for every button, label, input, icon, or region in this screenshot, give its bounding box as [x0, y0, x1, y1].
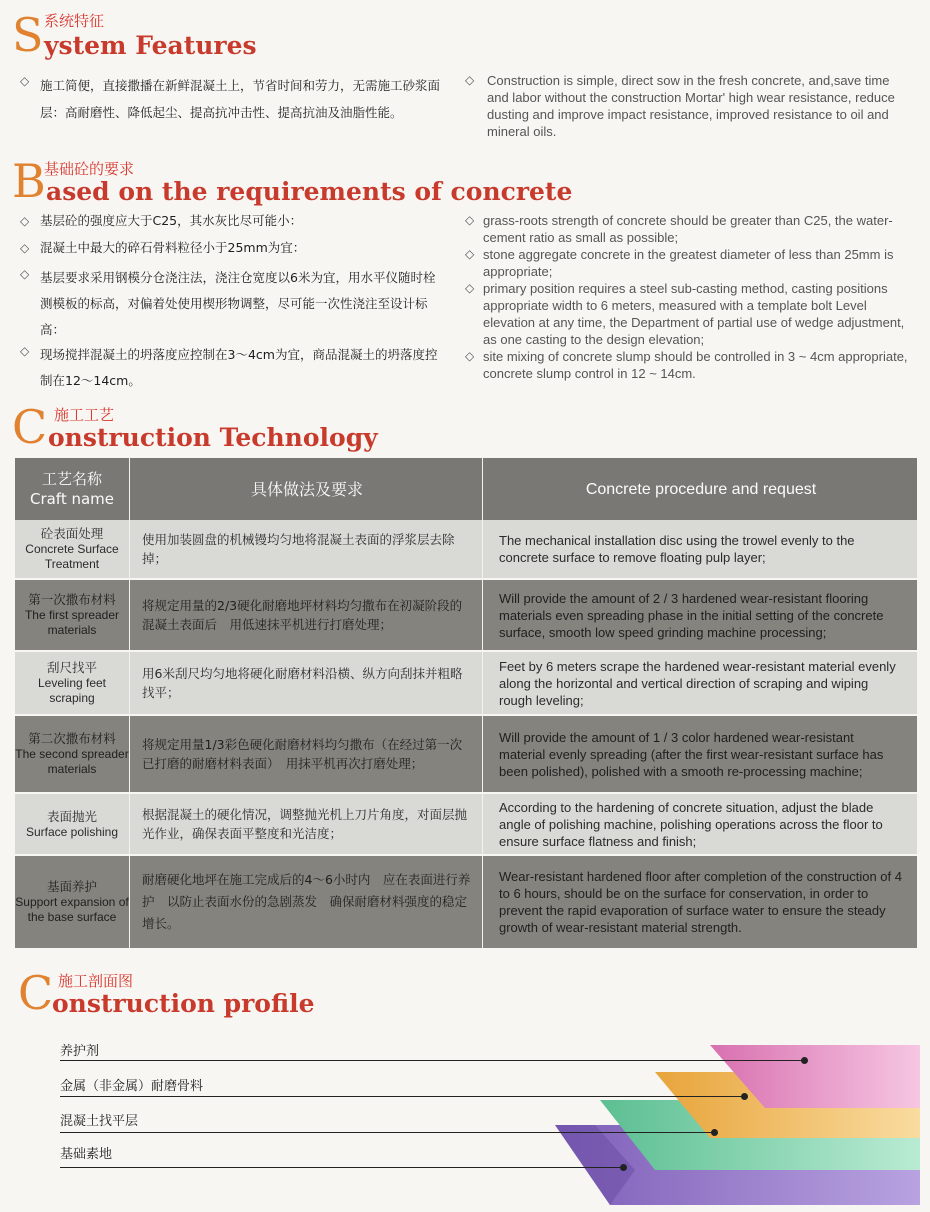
craft-name-en: Support expansion of the base surface — [15, 895, 129, 924]
feature-en-item — [465, 72, 910, 140]
layer-label: 金属（非金属）耐磨骨料 — [60, 1079, 204, 1094]
heading-initial: C — [18, 966, 54, 1020]
procedure-en-cell — [483, 794, 917, 854]
procedure-cn-text: 根据混凝土的硬化情况，调整抛光机上刀片角度，对面层抛光作业，确保表面平整度和光洁度； — [142, 807, 468, 841]
craft-name-zh: 第一次撒布材料 — [28, 592, 116, 607]
layer-label: 基础素地 — [60, 1147, 113, 1162]
diamond-bullet-icon: ◇ — [465, 213, 475, 227]
requirement-en-item — [465, 280, 910, 348]
header-col3: Concrete procedure and request — [585, 480, 817, 498]
craft-name-zh: 刮尺找平 — [46, 660, 97, 675]
requirement-cn-item — [20, 265, 440, 343]
leader-dot — [801, 1057, 808, 1064]
procedure-en-text: Feet by 6 meters scrape the hardened wear-resistant material evenly along the horizontal and vertical direction of scraping and wiping rough leveling; — [499, 658, 896, 708]
feature-cn-item — [20, 72, 440, 126]
craft-name-cell — [15, 856, 130, 948]
requirement-cn-item — [20, 239, 440, 257]
procedure-en-cell — [483, 580, 917, 650]
diamond-bullet-icon: ◇ — [20, 74, 30, 88]
diamond-bullet-icon: ◇ — [465, 349, 475, 363]
header-craft-name — [15, 458, 130, 520]
craft-name-en: Leveling feet scraping — [37, 676, 107, 705]
layer-label: 养护剂 — [60, 1044, 100, 1059]
heading-cn-title: 施工剖面图 — [58, 972, 134, 990]
procedure-en-cell — [483, 716, 917, 792]
feature-cn-text: 施工简便，直接撒播在新鲜混凝土上，节省时间和劳力，无需施工砂浆面层：高耐磨性、降低起尘、提高抗冲击性、提高抗油及油脂性能。 — [40, 78, 441, 120]
craft-name-cell — [15, 716, 130, 792]
procedure-en-text: Will provide the amount of 1 / 3 color hardened wear-resistant material evenly spreading (after the first wear-resistant surface has been polished), polished with a smooth re-processing machine; — [499, 729, 884, 779]
leader-line — [60, 1167, 625, 1168]
diamond-bullet-icon: ◇ — [20, 214, 30, 228]
requirement-en-item — [465, 348, 910, 382]
requirement-en-item — [465, 212, 910, 246]
procedure-en-text: Will provide the amount of 2 / 3 hardened wear-resistant flooring materials even spreading phase in the initial setting of the concrete surface, smooth low speed grinding machine processing; — [499, 590, 884, 640]
craft-name-cell — [15, 520, 130, 578]
table-row — [15, 794, 917, 854]
requirement-en-text: stone aggregate concrete in the greatest diameter of less than 25mm is appropriate; — [483, 247, 894, 279]
layer-label: 混凝土找平层 — [60, 1114, 139, 1129]
heading-en-title: ystem Features — [44, 31, 257, 60]
heading-en-title: ased on the requirements of concrete — [46, 177, 573, 206]
header-procedure-en — [483, 458, 917, 520]
table-row — [15, 580, 917, 650]
concrete-requirements-heading — [12, 154, 632, 208]
header-procedure-cn — [130, 458, 483, 520]
craft-name-zh: 砼表面处理 — [40, 526, 104, 541]
leader-line — [60, 1096, 745, 1097]
system-features-heading — [12, 8, 612, 62]
heading-initial: B — [12, 154, 46, 208]
requirement-cn-text: 基层砼的强度应大于C25，其水灰比尽可能小： — [40, 213, 303, 228]
requirement-cn-text: 现场搅拌混凝土的坍落度应控制在3～4cm为宜，商品混凝土的坍落度控制在12～14cm。 — [40, 347, 438, 388]
procedure-en-cell — [483, 652, 917, 714]
table-row — [15, 716, 917, 792]
header-col2: 具体做法及要求 — [250, 479, 363, 499]
procedure-cn-cell — [130, 652, 483, 714]
procedure-cn-text: 耐磨硬化地坪在施工完成后的4～6小时内 应在表面进行养护 以防止表面水份的急剧蒸发 确保耐磨材料强度的稳定增长。 — [142, 872, 471, 931]
craft-name-cell — [15, 794, 130, 854]
leader-dot — [741, 1093, 748, 1100]
table-header-row — [15, 458, 917, 520]
leader-line — [60, 1060, 805, 1061]
table-row — [15, 856, 917, 948]
procedure-cn-cell — [130, 580, 483, 650]
heading-en-title: onstruction profile — [52, 989, 315, 1018]
craft-name-en: The second spreader materials — [15, 747, 129, 776]
header-col1-en: Craft name — [29, 490, 115, 508]
procedure-en-text: The mechanical installation disc using the trowel evenly to the concrete surface to remove floating pulp layer; — [499, 533, 855, 565]
construction-profile-heading — [12, 966, 372, 1020]
procedure-en-text: Wear-resistant hardened floor after completion of the construction of 4 to 6 hours, should be on the surface for conservation, in order to prevent the rapid evaporation of surface water to ensure the steady growth of wear-resistant material strength. — [499, 869, 902, 935]
craft-name-en: The first spreader materials — [24, 608, 120, 637]
procedure-cn-cell — [130, 520, 483, 578]
heading-cn-title: 施工工艺 — [54, 406, 115, 424]
requirement-cn-text: 基层要求采用钢模分仓浇注法，浇注仓宽度以6米为宜，用水平仪随时栓测模板的标高，对偏着处使用楔形物调整，尽可能一次性浇注至设计标高： — [40, 270, 436, 337]
procedure-en-cell — [483, 520, 917, 578]
leader-dot — [620, 1164, 627, 1171]
construction-technology-heading — [12, 400, 432, 454]
diamond-bullet-icon: ◇ — [20, 344, 30, 358]
requirement-cn-item — [20, 342, 440, 394]
procedure-en-cell — [483, 856, 917, 948]
procedure-cn-text: 将规定用量的2/3硬化耐磨地坪材料均匀撒布在初凝阶段的混凝土表面后 用低速抹平机进行打磨处理； — [142, 598, 463, 632]
craft-name-cell — [15, 580, 130, 650]
requirement-cn-text: 混凝土中最大的碎石骨料粒径小于25mm为宜： — [40, 240, 306, 255]
requirement-en-text: site mixing of concrete slump should be controlled in 3 ~ 4cm appropriate, concrete slump control in 12 ~ 14cm. — [483, 349, 908, 381]
requirement-en-text: grass-roots strength of concrete should be greater than C25, the water-cement ratio as small as possible; — [483, 213, 893, 245]
header-col1-zh: 工艺名称 — [41, 470, 102, 488]
table-row — [15, 520, 917, 578]
procedure-cn-cell — [130, 716, 483, 792]
diamond-bullet-icon: ◇ — [465, 247, 475, 261]
heading-cn-title: 基础砼的要求 — [44, 160, 135, 178]
diamond-bullet-icon: ◇ — [465, 281, 475, 295]
craft-name-en: Concrete Surface Treatment — [25, 542, 119, 571]
requirement-en-item — [465, 246, 910, 280]
craft-name-zh: 第二次撒布材料 — [28, 731, 116, 746]
craft-name-en: Surface polishing — [25, 824, 119, 839]
table-row — [15, 652, 917, 714]
procedure-cn-cell — [130, 794, 483, 854]
procedure-cn-text: 将规定用量1/3彩色硬化耐磨材料均匀撒布（在经过第一次已打磨的耐磨材料表面） 用抹平机再次打磨处理； — [142, 737, 463, 771]
feature-en-text: Construction is simple, direct sow in the fresh concrete, and,save time and labor without the construction Mortar' high wear resistance, reduce dusting and improve impact resistance, improved resistance to oil and mineral oils. — [487, 73, 895, 139]
heading-cn-title: 系统特征 — [44, 12, 105, 30]
heading-initial: S — [12, 8, 44, 62]
heading-en-title: onstruction Technology — [48, 423, 378, 452]
craft-name-zh: 表面抛光 — [46, 808, 97, 824]
floor-layers-diagram — [540, 1030, 925, 1205]
leader-line — [60, 1132, 715, 1133]
procedure-cn-text: 使用加装圆盘的机械镘均匀地将混凝土表面的浮浆层去除掉； — [142, 532, 455, 566]
diamond-bullet-icon: ◇ — [465, 73, 475, 87]
procedure-cn-cell — [130, 856, 483, 948]
heading-initial: C — [12, 400, 48, 454]
diamond-bullet-icon: ◇ — [20, 241, 30, 255]
leader-dot — [711, 1129, 718, 1136]
craft-name-zh: 基面养护 — [46, 879, 97, 894]
requirement-en-text: primary position requires a steel sub-casting method, casting positions appropriate width to 6 meters, measured with a template bolt Level elevation at any time, the Department of partial use of wedge adjustment, as one casting to the design elevation; — [483, 281, 905, 347]
craft-name-cell — [15, 652, 130, 714]
requirement-cn-item — [20, 212, 440, 230]
diamond-bullet-icon: ◇ — [20, 267, 30, 281]
procedure-cn-text: 用6米刮尺均匀地将硬化耐磨材料沿横、纵方向刮抹并粗略找平； — [142, 666, 463, 700]
procedure-en-text: According to the hardening of concrete situation, adjust the blade angle of polishing machine, polishing operations across the floor to ensure surface flatness and finish; — [499, 799, 883, 849]
